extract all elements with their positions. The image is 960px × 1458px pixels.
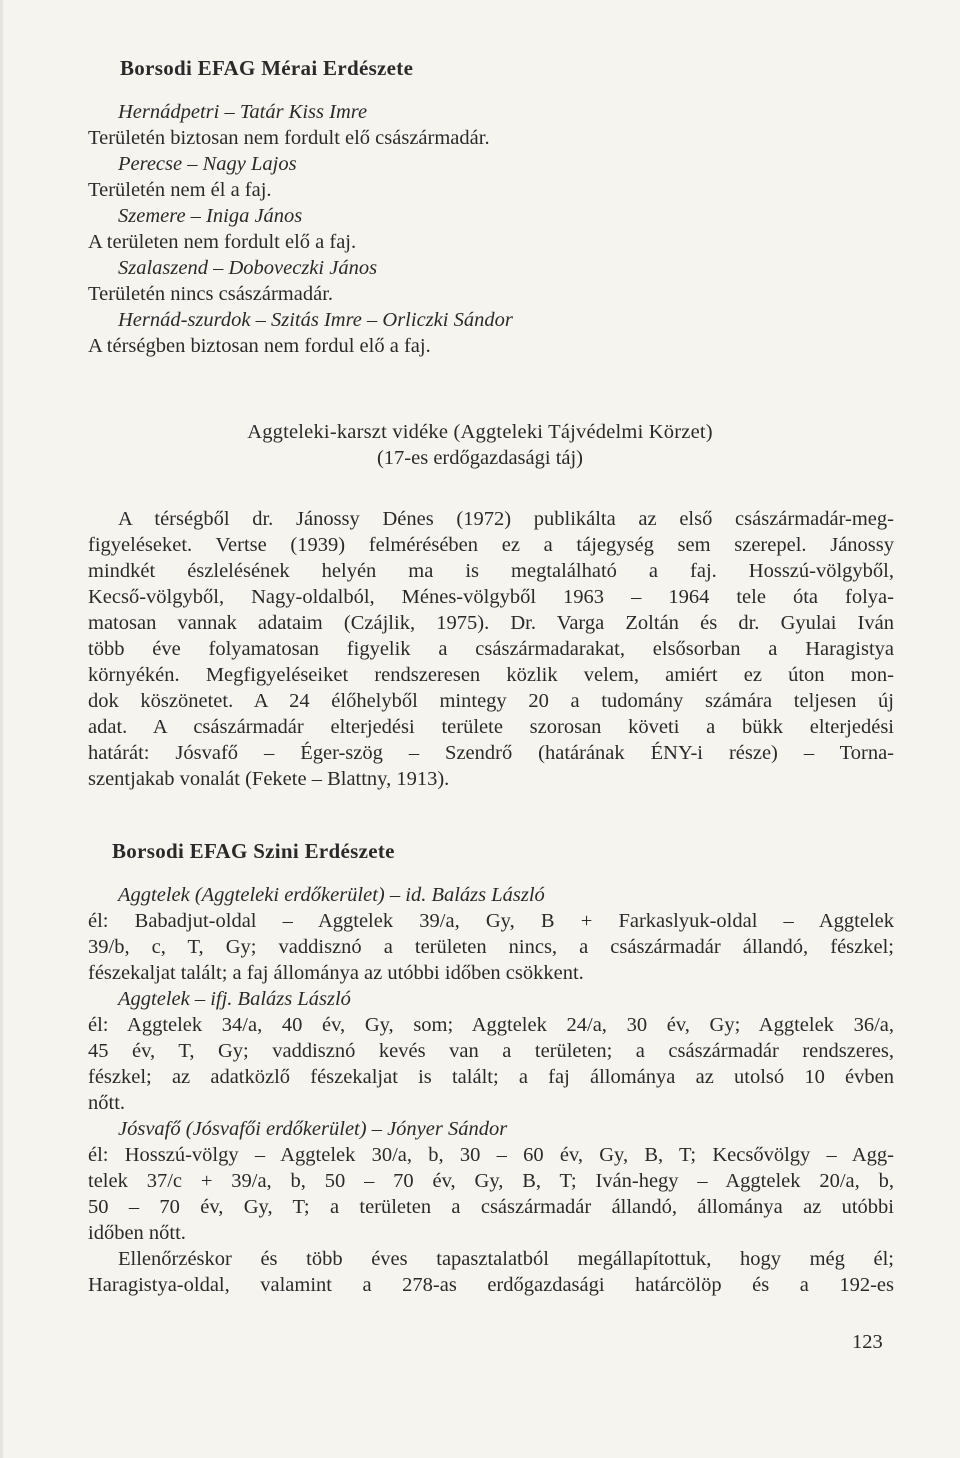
entry-line-last: nőtt. — [88, 1092, 126, 1114]
entry-place-aggtelek-1: Aggtelek (Aggteleki erdőkerület) – id. Balázs László — [118, 884, 545, 906]
entry-text-hernadpetri: Területén biztosan nem fordult elő császármadár. — [88, 127, 490, 149]
entry-text-szemere: A területen nem fordult elő a faj. — [88, 231, 357, 253]
entry-line: 50 – 70 év, Gy, T; a területen a császármadár állandó, állománya az utóbbi — [88, 1196, 894, 1218]
entry-place-szemere: Szemere – Iniga János — [118, 205, 303, 227]
entry-place-aggtelek-2: Aggtelek – ifj. Balázs László — [118, 988, 351, 1010]
paragraph-line: dok köszönetet. A 24 élőhelyből mintegy 20 a tudomány számára teljesen új — [88, 690, 894, 712]
entry-line: 45 év, T, Gy; vaddisznó kevés van a területen; a császármadár rendszeres, — [88, 1040, 894, 1062]
entry-line: 39/b, c, T, Gy; vaddisznó a területen nincs, a császármadár állandó, fészkel; — [88, 936, 894, 958]
section-title-aggtelek: Aggteleki-karszt vidéke (Aggteleki Tájvédelmi Körzet) — [247, 421, 713, 443]
paragraph-line: figyeléseket. Vertse (1939) felmérésében ez a tájegység sem szerepel. Jánossy — [88, 534, 894, 556]
paragraph-line-last: szentjakab vonalát (Fekete – Blattny, 1913). — [88, 768, 450, 790]
section-subtitle-aggtelek: (17-es erdőgazdasági táj) — [376, 447, 584, 469]
entry-place-perecse: Perecse – Nagy Lajos — [118, 153, 297, 175]
paragraph-line: környékén. Megfigyeléseiket rendszeresen közlik velem, amiért ez úton mon- — [88, 664, 894, 686]
entry-text-perecse: Területén nem él a faj. — [88, 179, 272, 201]
entry-line-last: időben nőtt. — [88, 1222, 186, 1244]
entry-line: telek 37/c + 39/a, b, 50 – 70 év, Gy, B, T; Iván-hegy – Aggtelek 20/a, b, — [88, 1170, 894, 1192]
entry-place-hernadpetri: Hernádpetri – Tatár Kiss Imre — [118, 101, 368, 123]
paragraph-line: adat. A császármadár elterjedési területe szorosan követi a bükk elterjedési — [88, 716, 894, 738]
paragraph-line: határát: Jósvafő – Éger-szög – Szendrő (határának ÉNY-i része) – Torna- — [88, 742, 894, 764]
section-heading-szini: Borsodi EFAG Szini Erdészete — [112, 839, 395, 863]
entry-line: él: Hosszú-völgy – Aggtelek 30/a, b, 30 – 60 év, Gy, B, T; Kecsővölgy – Agg- — [88, 1144, 894, 1166]
entry-line: fészkel; az adatközlő fészekaljat is talált; a faj állománya az utolsó 10 évben — [88, 1066, 894, 1088]
paragraph-line: több éve folyamatosan figyelik a császármadarakat, elsősorban a Haragistya — [88, 638, 894, 660]
section-heading-merai: Borsodi EFAG Mérai Erdészete — [120, 56, 414, 80]
entry-text-szalaszend: Területén nincs császármadár. — [88, 283, 334, 305]
entry-line-last: fészekaljat talált; a faj állománya az utóbbi időben csökkent. — [88, 962, 584, 984]
paragraph-line: matosan vannak adataim (Czájlik, 1975). Dr. Varga Zoltán és dr. Gyulai Iván — [88, 612, 894, 634]
paragraph-line: Kecső-völgyből, Nagy-oldalból, Ménes-völgyből 1963 – 1964 tele óta folya- — [88, 586, 894, 608]
entry-place-josvafo: Jósvafő (Jósvafői erdőkerület) – Jónyer Sándor — [118, 1118, 508, 1140]
paragraph-line: mindkét észlelésének helyén ma is megtalálható a faj. Hosszú-völgyből, — [88, 560, 894, 582]
entry-text-hernad-szurdok: A térségben biztosan nem fordul elő a faj. — [88, 335, 431, 357]
page-edge — [0, 0, 3, 1458]
paragraph-line: A térségből dr. Jánossy Dénes (1972) publikálta az első császármadár-meg- — [118, 508, 894, 530]
page-number: 123 — [852, 1331, 883, 1353]
entry-place-hernad-szurdok: Hernád-szurdok – Szitás Imre – Orliczki Sándor — [118, 309, 513, 331]
entry-place-szalaszend: Szalaszend – Doboveczki János — [118, 257, 378, 279]
closing-line: Ellenőrzéskor és több éves tapasztalatból megállapítottuk, hogy még él; — [118, 1248, 894, 1270]
entry-line: él: Babadjut-oldal – Aggtelek 39/a, Gy, B + Farkaslyuk-oldal – Aggtelek — [88, 910, 894, 932]
closing-line: Haragistya-oldal, valamint a 278-as erdőgazdasági határcölöp és a 192-es — [88, 1274, 894, 1296]
entry-line: él: Aggtelek 34/a, 40 év, Gy, som; Aggtelek 24/a, 30 év, Gy; Aggtelek 36/a, — [88, 1014, 894, 1036]
